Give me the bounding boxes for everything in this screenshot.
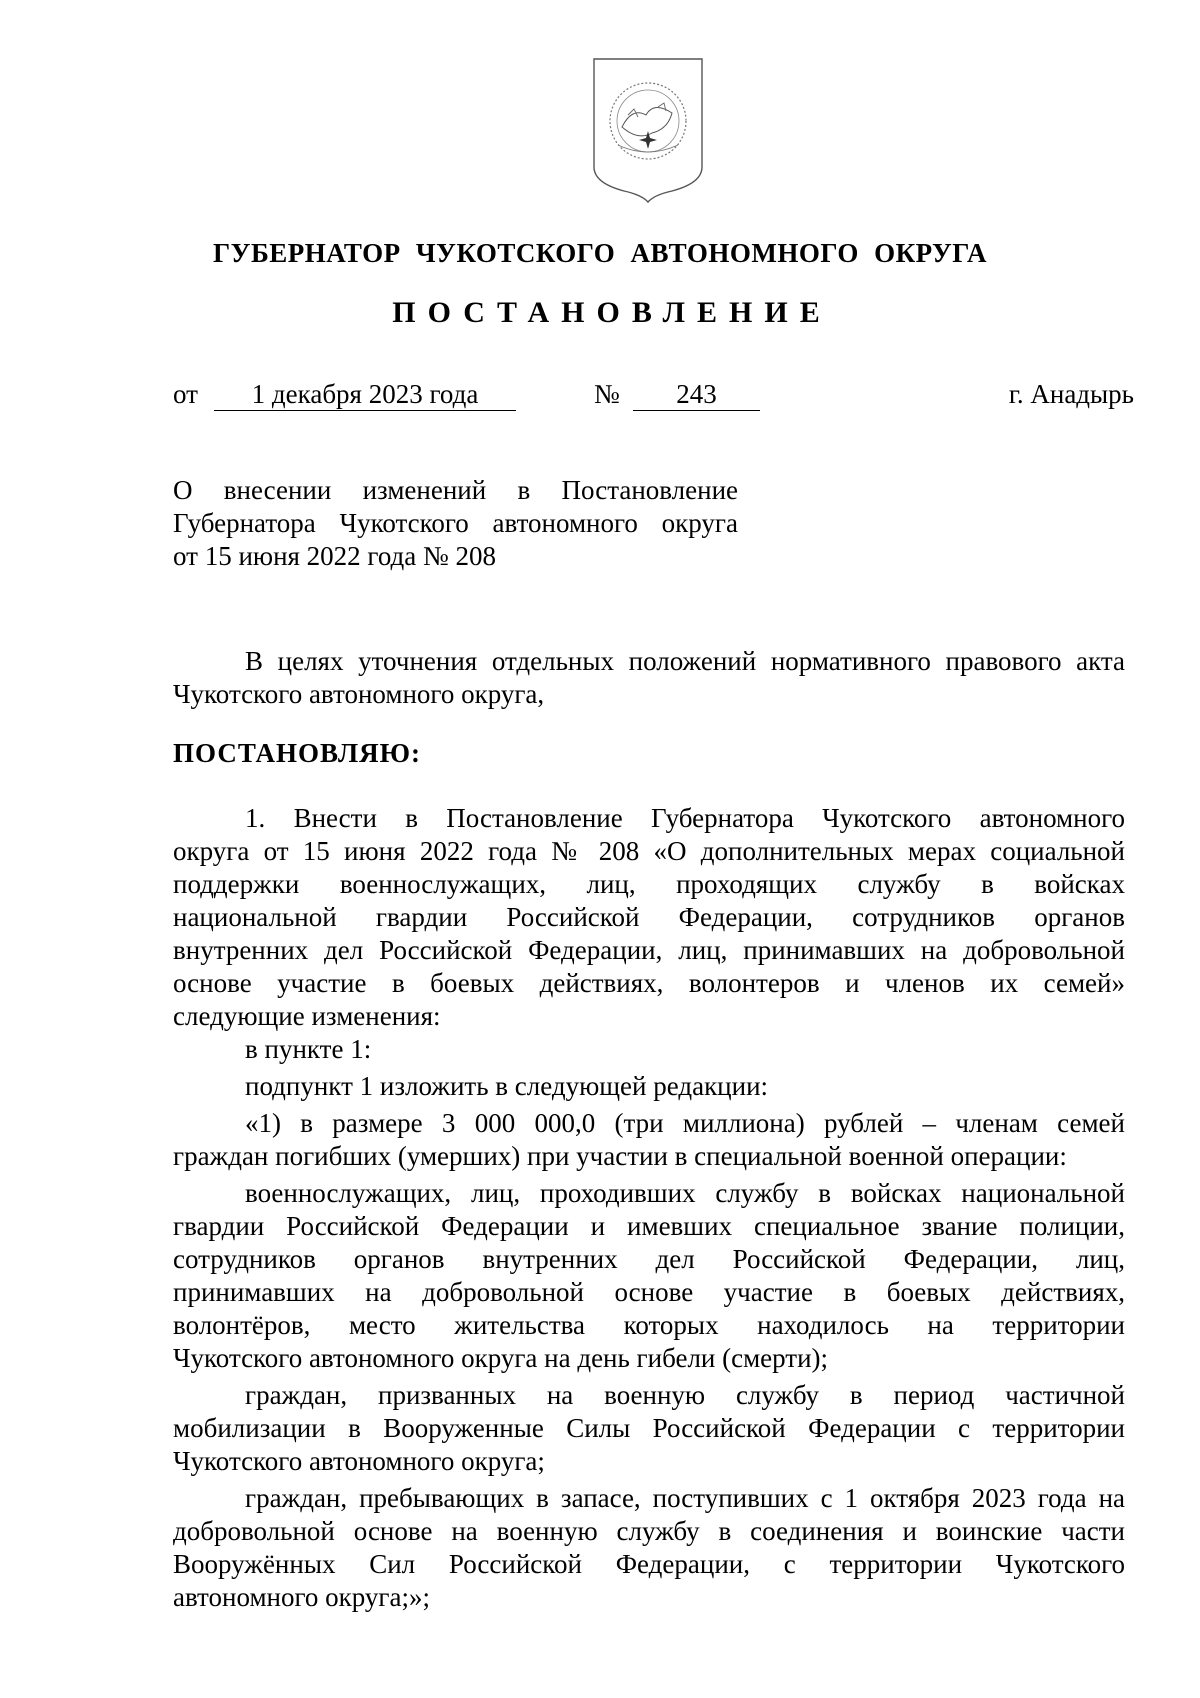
document-date: 1 декабря 2023 года	[214, 378, 516, 411]
body-line: добровольной основе на военную службу в соединения и воинские части	[173, 1516, 1125, 1546]
body-line: поддержки военнослужащих, лиц, проходящих службу в войсках	[173, 869, 1125, 899]
body-line: автономного округа;»;	[173, 1582, 430, 1612]
number-prefix: №	[594, 379, 620, 409]
body-line: граждан погибших (умерших) при участии в специальной военной операции:	[173, 1141, 1067, 1171]
date-prefix: от	[173, 379, 198, 409]
body-line: граждан, призванных на военную службу в период частичной	[245, 1380, 1125, 1410]
preamble-line: Чукотского автономного округа,	[173, 679, 545, 709]
document-city: г. Анадырь	[1008, 379, 1134, 409]
body-line: национальной гвардии Российской Федерации, сотрудников органов	[173, 902, 1125, 932]
subject-line: О внесении изменений в Постановление	[173, 475, 738, 505]
document-subject	[173, 474, 738, 573]
authority-heading: ГУБЕРНАТОР ЧУКОТСКОГО АВТОНОМНОГО ОКРУГА	[212, 238, 988, 268]
document-type-heading: ПОСТАНОВЛЕНИЕ	[392, 296, 832, 329]
subject-line: Губернатора Чукотского автономного округа	[173, 508, 738, 538]
body-line: основе участие в боевых действиях, волонтеров и членов их семей»	[173, 968, 1125, 998]
body-line: 1. Внести в Постановление Губернатора Чукотского автономного	[245, 803, 1125, 833]
subject-line: от 15 июня 2022 года № 208	[173, 541, 497, 571]
body-line: внутренних дел Российской Федерации, лиц, принимавших на добровольной	[173, 935, 1125, 965]
body-line: следующие изменения:	[173, 1001, 441, 1031]
preamble-line: В целях уточнения отдельных положений нормативного правового акта	[245, 646, 1125, 676]
body-line: подпункт 1 изложить в следующей редакции:	[245, 1071, 769, 1101]
body-line: граждан, пребывающих в запасе, поступивших с 1 октября 2023 года на	[245, 1483, 1125, 1513]
document-number: 243	[633, 378, 760, 411]
resolve-heading: ПОСТАНОВЛЯЮ:	[173, 738, 421, 768]
body-line: волонтёров, место жительства которых находилось на территории	[173, 1310, 1125, 1340]
body-line: округа от 15 июня 2022 года № 208 «О дополнительных мерах социальной	[173, 836, 1125, 866]
body-line: мобилизации в Вооруженные Силы Российской Федерации с территории	[173, 1413, 1125, 1443]
preamble	[173, 645, 1125, 711]
body-line: гвардии Российской Федерации и имевших специальное звание полиции,	[173, 1211, 1125, 1241]
document-body	[173, 802, 1125, 1614]
body-line: принимавших на добровольной основе участие в боевых действиях,	[173, 1277, 1125, 1307]
body-line: «1) в размере 3 000 000,0 (три миллиона) рублей – членам семей	[245, 1108, 1125, 1138]
body-line: сотрудников органов внутренних дел Российской Федерации, лиц,	[173, 1244, 1125, 1274]
chukotka-coat-of-arms-icon	[588, 55, 708, 205]
body-line: Чукотского автономного округа;	[173, 1446, 545, 1476]
body-line: военнослужащих, лиц, проходивших службу в войсках национальной	[245, 1178, 1125, 1208]
body-line: Вооружённых Сил Российской Федерации, с территории Чукотского	[173, 1549, 1125, 1579]
body-line: Чукотского автономного округа на день гибели (смерти);	[173, 1343, 829, 1373]
body-line: в пункте 1:	[245, 1034, 372, 1064]
